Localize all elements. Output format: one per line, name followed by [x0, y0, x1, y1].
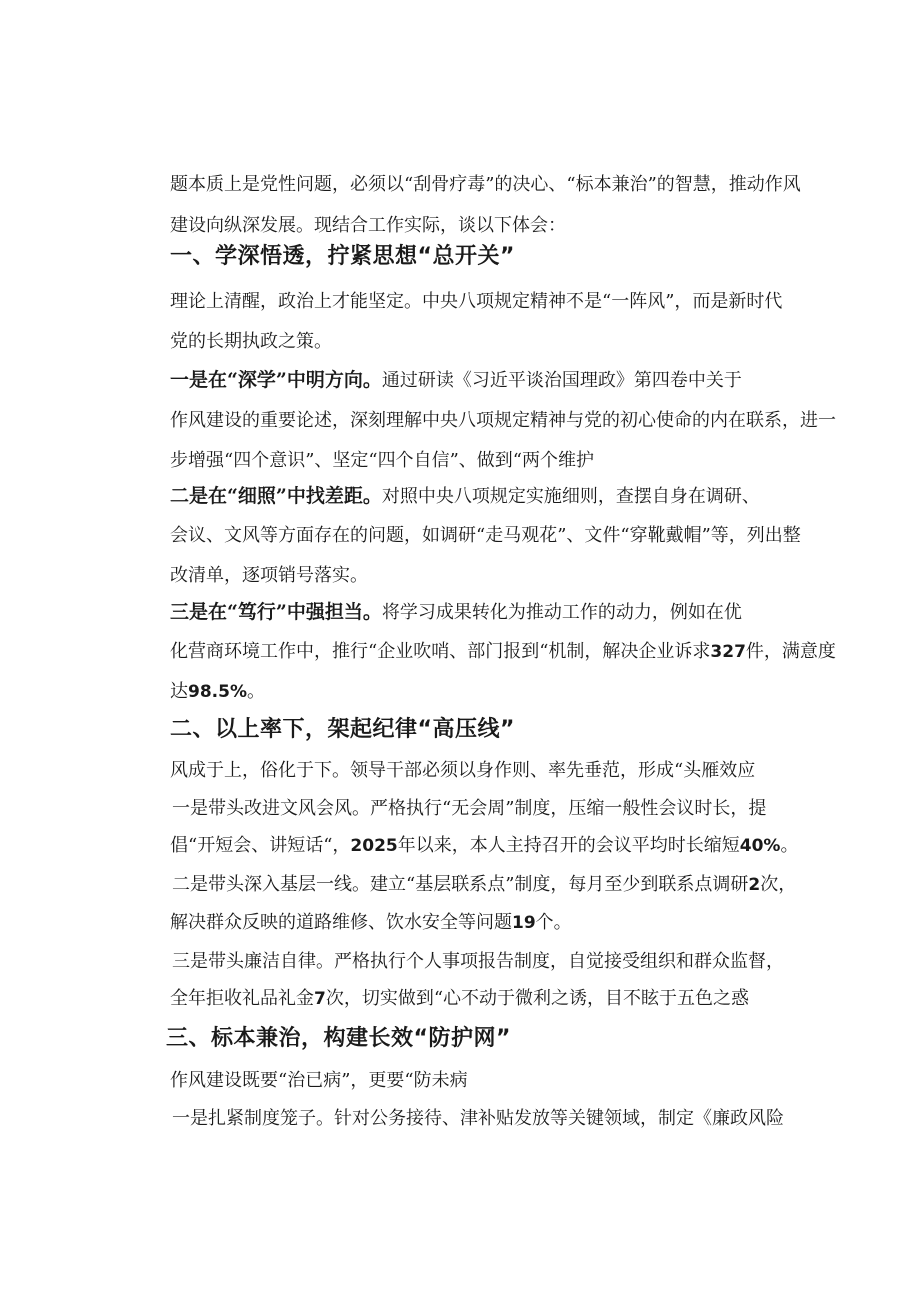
section-2-item-3-line-2-tail: 次，切实做到“心不动于微利之诱，目不眩于五色之惑 [325, 988, 750, 1009]
section-1-item-3-line-1 [170, 600, 742, 625]
section-2-item-1-line-1: 一是带头改进文风会风。严格执行“无会周”制度，压缩一般性会议时长，提 [172, 798, 767, 819]
section-2-item-3-line-1: 三是带头廉洁自律。严格执行个人事项报告制度，自觉接受组织和群众监督， [172, 951, 784, 972]
section-1-item-1-line-3: 步增强“四个意识”、坚定“四个自信”、做到“两个维护 [170, 450, 595, 471]
section-3-para: 作风建设既要“治已病”，更要“防未病 [170, 1070, 468, 1091]
section-1-item-1-lead: 一是在“深学”中明方向。 [170, 369, 382, 391]
visit-count: 2 [748, 875, 761, 895]
section-2-item-1-line-2-mid: 年以来，本人主持召开的会议平均时长缩短 [397, 835, 740, 856]
section-1-para-line-1: 理论上清醒，政治上才能坚定。中央八项规定精神不是“一阵风”，而是新时代 [170, 291, 783, 312]
section-1-item-3-line-2-text: 化营商环境工作中，推行“企业吹哨、部门报到“机制，解决企业诉求 [170, 641, 711, 662]
intro-line-1: 题本质上是党性问题，必须以“刮骨疗毒”的决心、“标本兼治”的智慧，推动作风 [170, 174, 801, 195]
meeting-reduction-rate: 40% [739, 836, 781, 856]
section-2-item-2-line-2-text: 解决群众反映的道路维修、饮水安全等问题 [170, 912, 512, 933]
problem-count: 19 [512, 913, 536, 933]
section-2-heading: 二、以上率下，架起纪律“高压线” [170, 717, 515, 742]
section-1-heading: 一、学深悟透，拧紧思想“总开关” [170, 244, 515, 269]
section-1-item-2-line-2: 会议、文风等方面存在的问题，如调研“走马观花”、文件“穿靴戴帽”等，列出整 [170, 525, 801, 546]
section-3-item-1-line-1: 一是扎紧制度笼子。针对公务接待、津补贴发放等关键领域，制定《廉政风险 [172, 1108, 784, 1129]
section-1-item-2-line-1 [170, 484, 760, 509]
section-2-item-3-line-2-text: 全年拒收礼品礼金 [170, 988, 314, 1009]
section-1-item-1-line-1 [170, 368, 742, 393]
section-2-item-2-line-1 [172, 873, 796, 897]
section-1-para-line-2: 党的长期执政之策。 [170, 331, 332, 352]
section-3-heading: 三、标本兼治，构建长效“防护网” [166, 1026, 511, 1051]
gift-refusal-count: 7 [314, 989, 326, 1009]
section-2-item-1-line-2-text: 倡“开短会、讲短话“， [170, 835, 351, 856]
section-2-para: 风成于上，俗化于下。领导干部必须以身作则、率先垂范，形成“头雁效应 [170, 760, 756, 781]
section-2-item-2-line-1-text: 二是带头深入基层一线。建立“基层联系点”制度，每月至少到联系点调研 [172, 874, 749, 895]
section-1-item-2-text: 对照中央八项规定实施细则，查摆自身在调研、 [381, 486, 760, 507]
section-1-item-1-text: 通过研读《习近平谈治国理政》第四卷中关于 [381, 370, 742, 391]
section-1-item-3-line-2-tail: 件，满意度 [745, 641, 836, 662]
section-1-item-2-line-3: 改清单，逐项销号落实。 [170, 565, 368, 586]
section-2-item-2-line-1-tail: 次， [760, 874, 797, 895]
section-2-item-3-line-2 [170, 987, 749, 1011]
section-1-item-3-line-3-text: 达 [170, 681, 188, 702]
complaint-count: 327 [710, 642, 746, 662]
section-1-item-3-text: 将学习成果转化为推动工作的动力，例如在优 [381, 602, 742, 623]
section-2-item-2-line-2-tail: 个。 [535, 912, 572, 933]
section-1-item-3-line-3 [170, 680, 265, 704]
intro-line-2: 建设向纵深发展。现结合工作实际，谈以下体会： [170, 215, 566, 236]
section-2-item-1-line-2-tail: 。 [780, 835, 799, 856]
section-2-item-2-line-2 [170, 911, 572, 935]
section-2-item-1-line-2 [170, 834, 798, 858]
section-1-item-3-line-3-tail: 。 [246, 681, 265, 702]
section-1-item-3-lead: 三是在“笃行”中强担当。 [170, 601, 382, 623]
year-number: 2025 [350, 836, 398, 856]
section-1-item-3-line-2 [170, 640, 836, 664]
section-1-item-2-lead: 二是在“细照”中找差距。 [170, 485, 382, 507]
satisfaction-rate: 98.5% [188, 682, 247, 702]
section-1-item-1-line-2: 作风建设的重要论述，深刻理解中央八项规定精神与党的初心使命的内在联系，进一 [170, 410, 836, 431]
